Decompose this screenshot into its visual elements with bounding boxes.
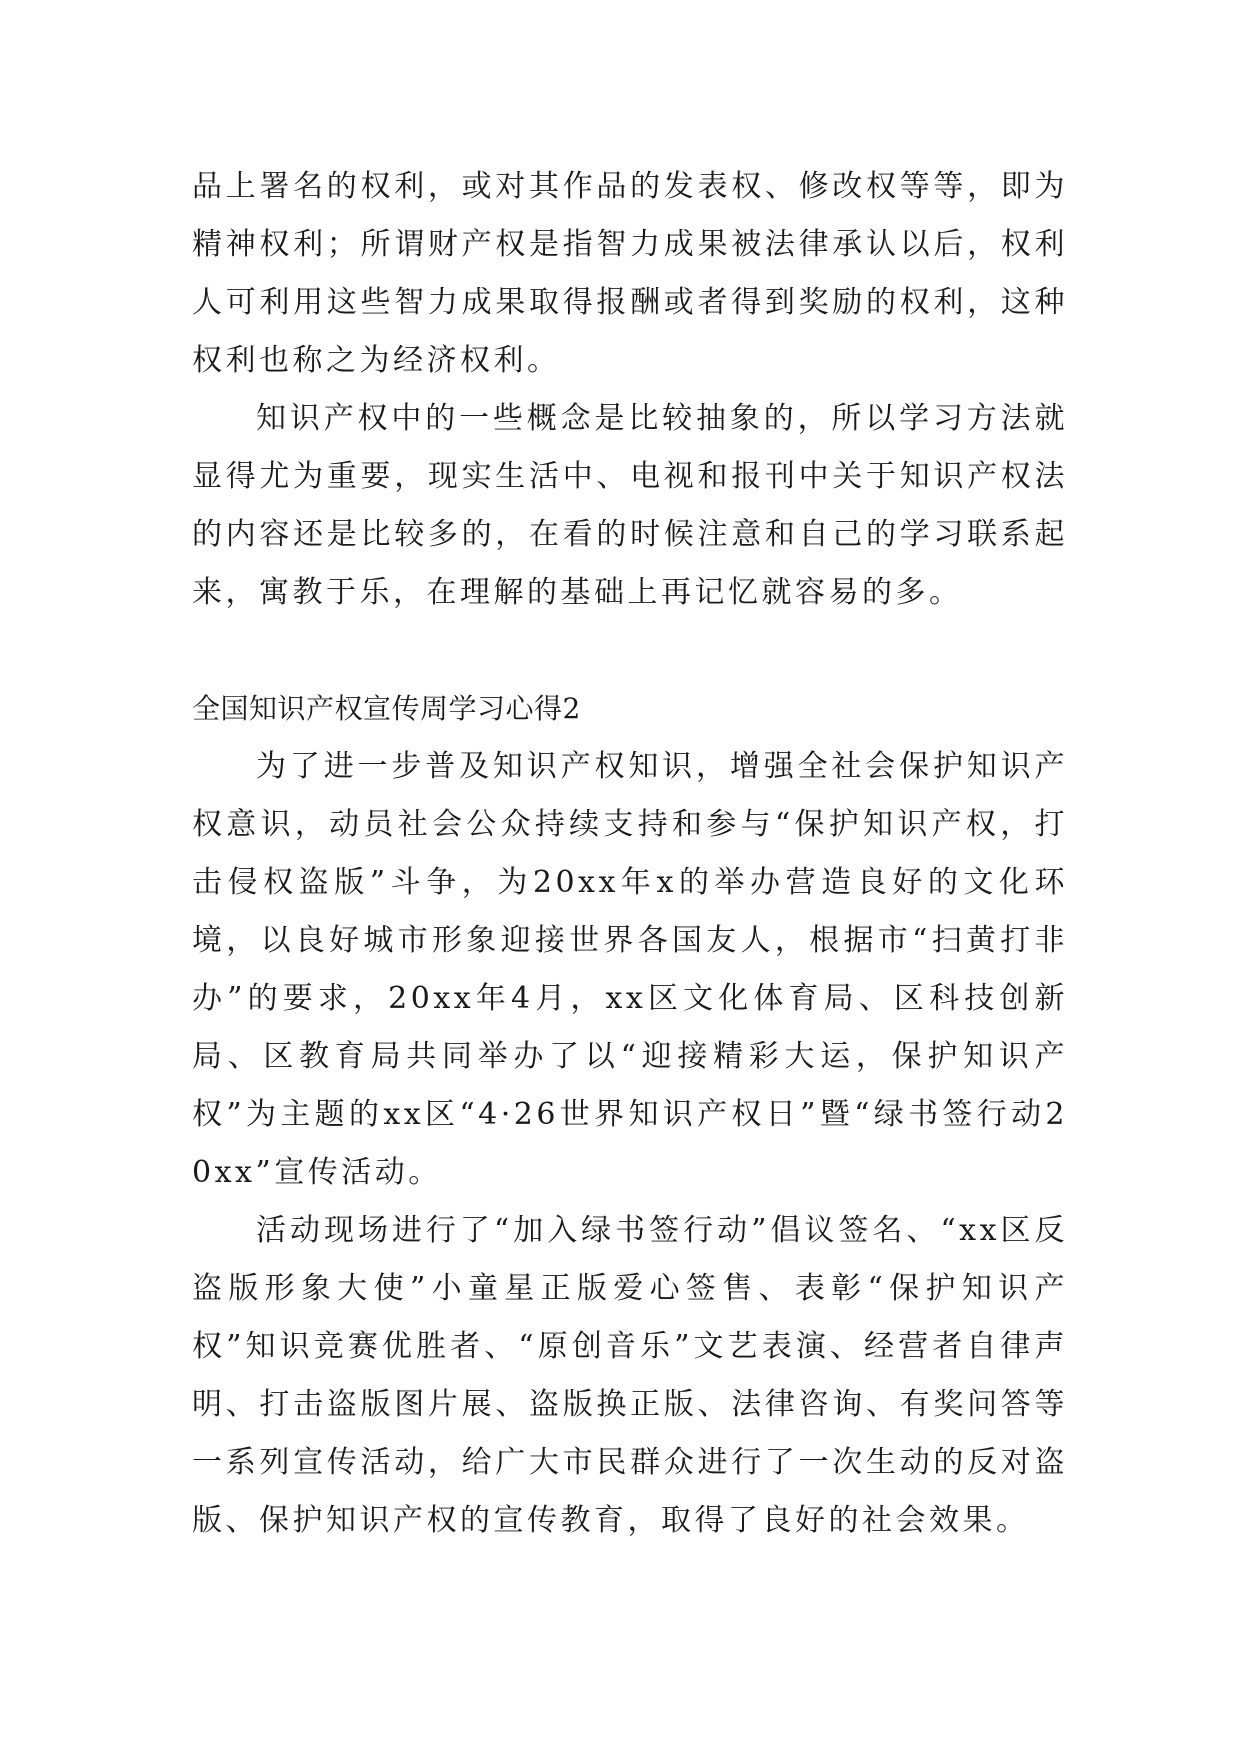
paragraph-event-intro: 为了进一步普及知识产权知识，增强全社会保护知识产权意识，动员社会公众持续支持和参与“保护知识产权，打击侵权盗版”斗争，为20xx年x的举办营造良好的文化环境，以良好城市形象迎接世界各国友人，根据市“扫黄打非办”的要求，20xx年4月，xx区文化体育局、区科技创新局、区教育局共同举办了以“迎接精彩大运，保护知识产权”为主题的xx区“4·26世界知识产权日”暨“绿书签行动20xx”宣传活动。 [192,749,1068,1190]
paragraph-continued: 品上署名的权利，或对其作品的发表权、修改权等等，即为精神权利；所谓财产权是指智力成果被法律承认以后，权利人可利用这些智力成果取得报酬或者得到奖励的权利，这种权利也称之为经济权利。 [192,169,1068,378]
paragraph-learning-method: 知识产权中的一些概念是比较抽象的，所以学习方法就显得尤为重要，现实生活中、电视和报刊中关于知识产权法的内容还是比较多的，在看的时候注意和自己的学习联系起来，寓教于乐，在理解的基础上再记忆就容易的多。 [192,401,1068,610]
paragraph-event-activities: 活动现场进行了“加入绿书签行动”倡议签名、“xx区反盗版形象大使”小童星正版爱心签售、表彰“保护知识产权”知识竞赛优胜者、“原创音乐”文艺表演、经营者自律声明、打击盗版图片展、盗版换正版、法律咨询、有奖问答等一系列宣传活动，给广大市民群众进行了一次生动的反对盗版、保护知识产权的宣传教育，取得了良好的社会效果。 [192,1213,1068,1538]
document-body [192,158,1068,1550]
section-gap [192,622,1068,680]
section-title: 全国知识产权宣传周学习心得2 [192,692,581,725]
